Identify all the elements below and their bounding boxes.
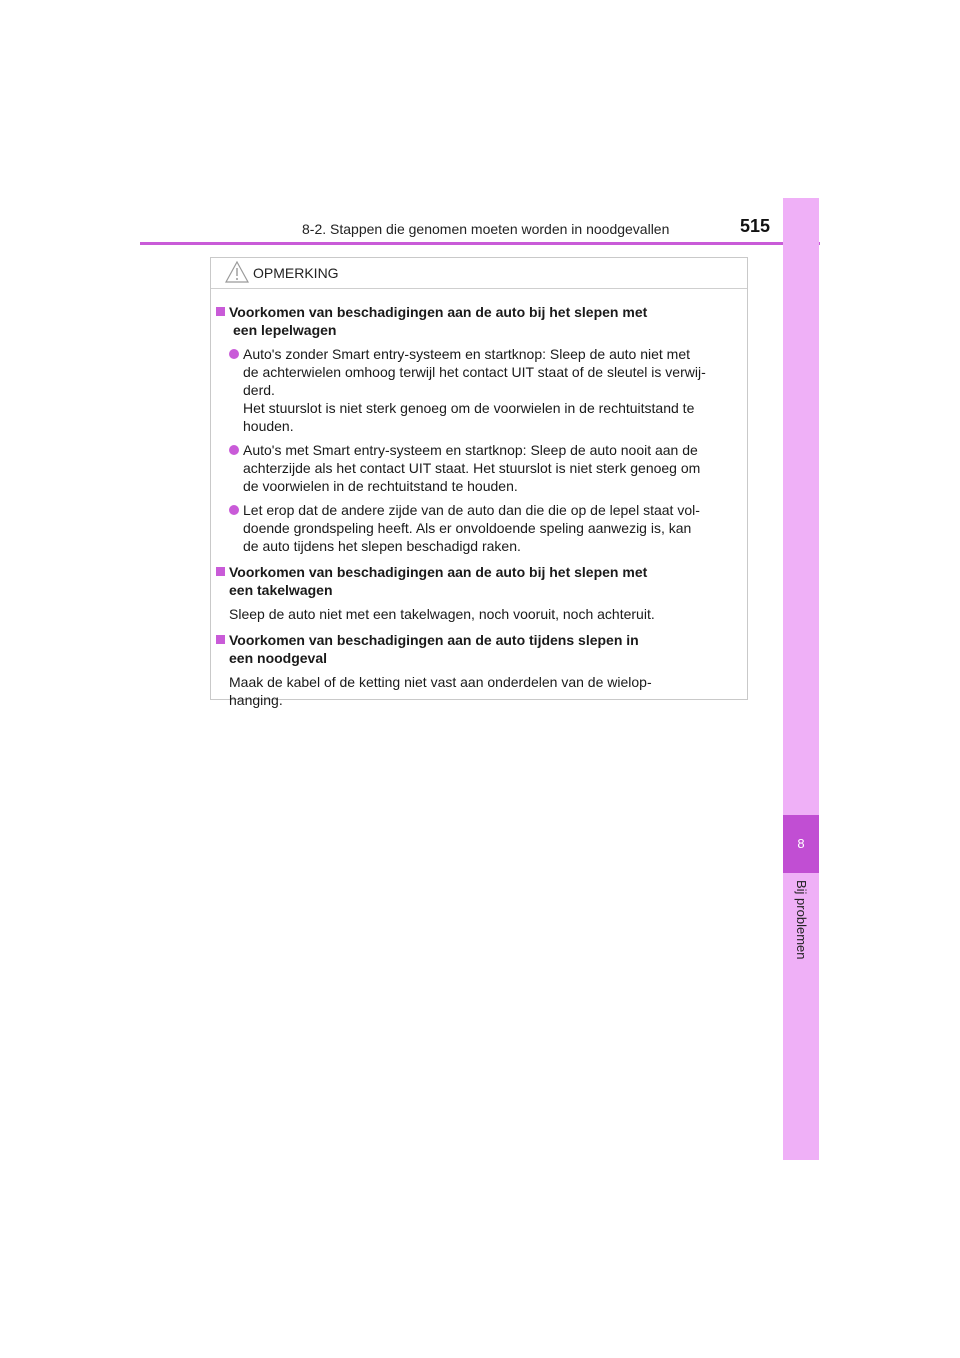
heading-line: een noodgeval — [229, 650, 328, 666]
heading-line: Voorkomen van beschadigingen aan de auto tijdens slepen in — [229, 632, 639, 648]
bullet-line: de auto tijdens het slepen beschadigd raken. — [243, 538, 521, 554]
bullet-line: Auto's met Smart entry-systeem en startknop: Sleep de auto nooit aan de — [243, 442, 698, 458]
round-bullet-icon — [229, 349, 239, 359]
notice-box — [210, 257, 748, 708]
heading-line: een takelwagen — [229, 582, 333, 598]
round-bullet-icon — [229, 505, 239, 515]
bullet-line: houden. — [243, 418, 294, 434]
paragraph — [216, 673, 742, 709]
notice-body — [211, 289, 747, 709]
notice-header — [211, 258, 747, 289]
paragraph-line: Maak de kabel of de ketting niet vast aan onderdelen van de wielop- — [229, 674, 652, 690]
bullet-line: Let erop dat de andere zijde van de auto dan die die op de lepel staat vol- — [243, 502, 700, 518]
page-number: 515 — [740, 216, 771, 236]
bullet-line: derd. — [243, 382, 275, 398]
bullet-item — [216, 441, 742, 495]
chapter-number-tab: 8 — [783, 815, 819, 873]
section-heading — [216, 303, 742, 339]
warning-triangle-icon — [225, 261, 249, 283]
bullet-item — [216, 345, 742, 435]
paragraph-line: Sleep de auto niet met een takelwagen, noch vooruit, noch achteruit. — [229, 606, 655, 622]
heading-line: Voorkomen van beschadigingen aan de auto bij het slepen met — [229, 564, 648, 580]
bullet-item — [216, 501, 742, 555]
section-heading — [216, 563, 742, 599]
bullet-line: Het stuurslot is niet sterk genoeg om de voorwielen in de rechtuitstand te — [243, 400, 695, 416]
paragraph — [216, 605, 742, 623]
heading-line: Voorkomen van beschadigingen aan de auto bij het slepen met — [229, 304, 648, 320]
chapter-title-vertical: Bij problemen — [794, 880, 809, 960]
header-rule — [140, 242, 820, 245]
bullet-line: de achterwielen omhoog terwijl het contact UIT staat of de sleutel is verwij- — [243, 364, 706, 380]
round-bullet-icon — [229, 445, 239, 455]
chapter-side-tab — [783, 198, 819, 1160]
bullet-line: achterzijde als het contact UIT staat. Het stuurslot is niet sterk genoeg om — [243, 460, 701, 476]
square-bullet-icon — [216, 635, 225, 644]
bullet-line: doende grondspeling heeft. Als er onvoldoende speling aanwezig is, kan — [243, 520, 692, 536]
section-heading — [216, 631, 742, 667]
bullet-line: de voorwielen in de rechtuitstand te houden. — [243, 478, 518, 494]
heading-line: een lepelwagen — [233, 322, 337, 338]
paragraph-line: hanging. — [229, 692, 283, 708]
header-section-title: 8-2. Stappen die genomen moeten worden in noodgevallen — [302, 221, 670, 237]
square-bullet-icon — [216, 567, 225, 576]
bullet-line: Auto's zonder Smart entry-systeem en startknop: Sleep de auto niet met — [243, 346, 691, 362]
square-bullet-icon — [216, 307, 225, 316]
notice-title: OPMERKING — [253, 265, 339, 281]
